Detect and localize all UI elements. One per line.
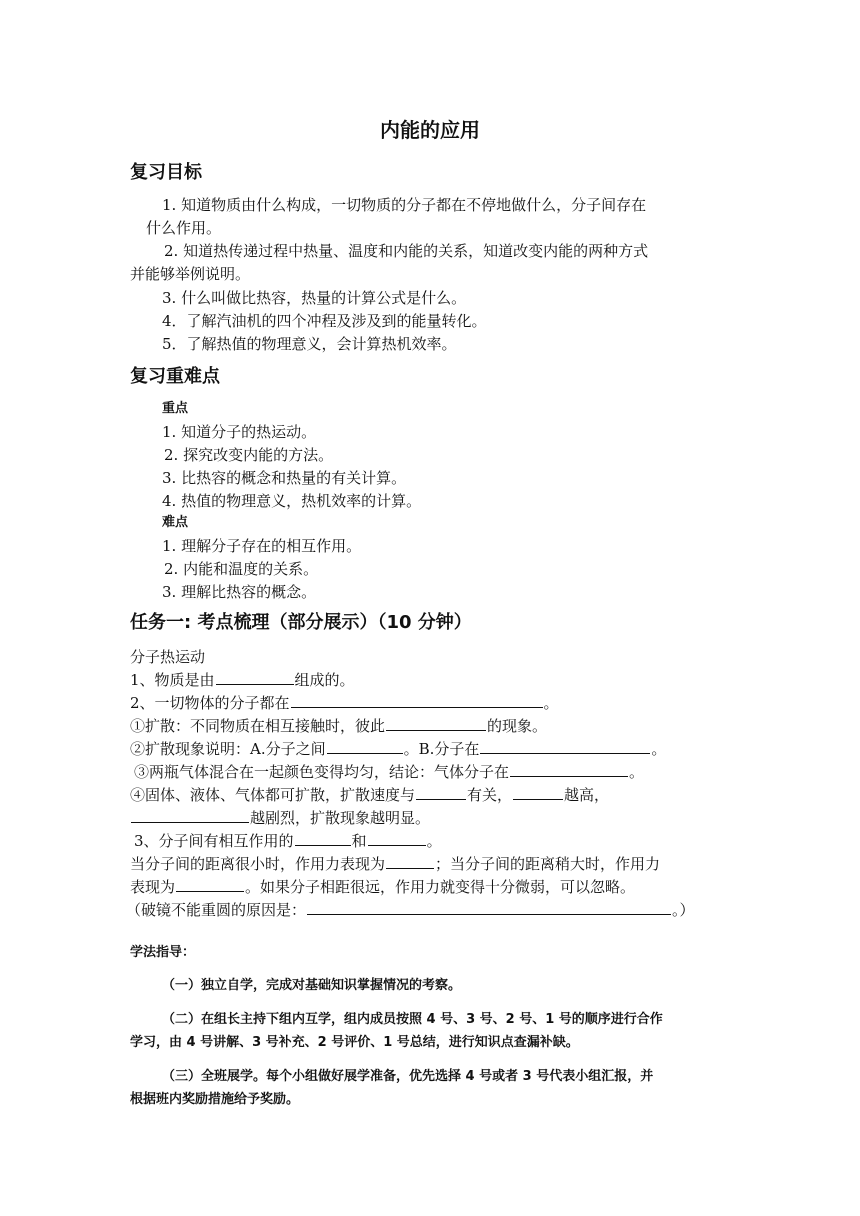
guide-paragraph: （二）在组长主持下组内互学，组内成员按照 4 号、3 号、2 号、1 号的顺序进行合作 bbox=[162, 1012, 663, 1027]
blank-input[interactable] bbox=[368, 830, 426, 846]
blank-input[interactable] bbox=[295, 830, 351, 846]
blank-input[interactable] bbox=[510, 761, 628, 777]
blank-input[interactable] bbox=[480, 738, 650, 754]
fill-line-11: （破镜不能重圆的原因是： 。） bbox=[126, 901, 695, 919]
fill-line-3: ①扩散：不同物质在相互接触时，彼此 的现象。 bbox=[130, 717, 548, 735]
key-item: 1. 知道分子的热运动。 bbox=[162, 423, 317, 441]
fill-line-5: ③两瓶气体混合在一起颜色变得均匀，结论：气体分子在 。 bbox=[134, 763, 645, 781]
fill-line-9: 当分子间的距离很小时，作用力表现为 ；当分子间的距离稍大时，作用力 bbox=[130, 855, 661, 873]
hard-label: 难点 bbox=[162, 515, 189, 530]
key-item: 2. 探究改变内能的方法。 bbox=[164, 446, 334, 464]
guide-paragraph: 学习，由 4 号讲解、3 号补充、2 号评价、1 号总结，进行知识点查漏补缺。 bbox=[130, 1035, 579, 1050]
blank-input[interactable] bbox=[131, 807, 249, 823]
page-title: 内能的应用 bbox=[380, 118, 480, 142]
hard-item: 2. 内能和温度的关系。 bbox=[164, 560, 319, 578]
hard-item: 1. 理解分子存在的相互作用。 bbox=[162, 537, 362, 555]
blank-input[interactable] bbox=[327, 738, 403, 754]
hard-item: 3. 理解比热容的概念。 bbox=[162, 583, 317, 601]
blank-input[interactable] bbox=[416, 784, 466, 800]
guide-paragraph: （三）全班展学。每个小组做好展学准备，优先选择 4 号或者 3 号代表小组汇报，并 bbox=[162, 1069, 654, 1084]
section-heading-review-goals: 复习目标 bbox=[130, 162, 202, 183]
fill-line-7: 越剧烈，扩散现象越明显。 bbox=[130, 807, 430, 829]
blank-input[interactable] bbox=[216, 669, 294, 685]
goal-item: 并能够举例说明。 bbox=[130, 265, 251, 283]
blank-input[interactable] bbox=[291, 692, 543, 708]
blank-input[interactable] bbox=[176, 876, 244, 892]
key-label: 重点 bbox=[162, 401, 189, 416]
fill-line-1: 1、物质是由 组成的。 bbox=[130, 671, 355, 689]
guide-paragraph: （一）独立自学，完成对基础知识掌握情况的考察。 bbox=[162, 978, 462, 993]
section-heading-key-points: 复习重难点 bbox=[130, 366, 220, 387]
fill-line-2: 2、一切物体的分子都在 。 bbox=[130, 694, 559, 712]
guide-heading: 学法指导： bbox=[130, 945, 196, 960]
fill-line-4: ②扩散现象说明：A.分子之间 。B.分子在 。 bbox=[130, 740, 667, 758]
fill-line-8: 3、分子间有相互作用的 和 。 bbox=[134, 832, 442, 850]
section-heading-task-one: 任务一: 考点梳理（部分展示）（10 分钟） bbox=[130, 612, 472, 633]
goal-item: 5．了解热值的物理意义，会计算热机效率。 bbox=[162, 335, 457, 353]
fill-line-10: 表现为 。如果分子相距很远，作用力就变得十分微弱，可以忽略。 bbox=[130, 878, 636, 896]
blank-input[interactable] bbox=[307, 899, 671, 915]
subheading-molecular-motion: 分子热运动 bbox=[130, 648, 206, 666]
blank-input[interactable] bbox=[386, 715, 486, 731]
goal-item: 3. 什么叫做比热容，热量的计算公式是什么。 bbox=[162, 289, 467, 307]
key-item: 4. 热值的物理意义，热机效率的计算。 bbox=[162, 492, 422, 510]
fill-line-6: ④固体、液体、气体都可扩散，扩散速度与 有关， 越高， bbox=[130, 786, 610, 804]
goal-item: 4．了解汽油机的四个冲程及涉及到的能量转化。 bbox=[162, 312, 487, 330]
goal-item: 2. 知道热传递过程中热量、温度和内能的关系，知道改变内能的两种方式 bbox=[164, 242, 649, 260]
key-item: 3. 比热容的概念和热量的有关计算。 bbox=[162, 469, 407, 487]
blank-input[interactable] bbox=[513, 784, 563, 800]
blank-input[interactable] bbox=[386, 853, 434, 869]
guide-paragraph: 根据班内奖励措施给予奖励。 bbox=[130, 1092, 300, 1107]
goal-item: 什么作用。 bbox=[146, 219, 222, 237]
goal-item: 1. 知道物质由什么构成，一切物质的分子都在不停地做什么，分子间存在 bbox=[162, 196, 647, 214]
